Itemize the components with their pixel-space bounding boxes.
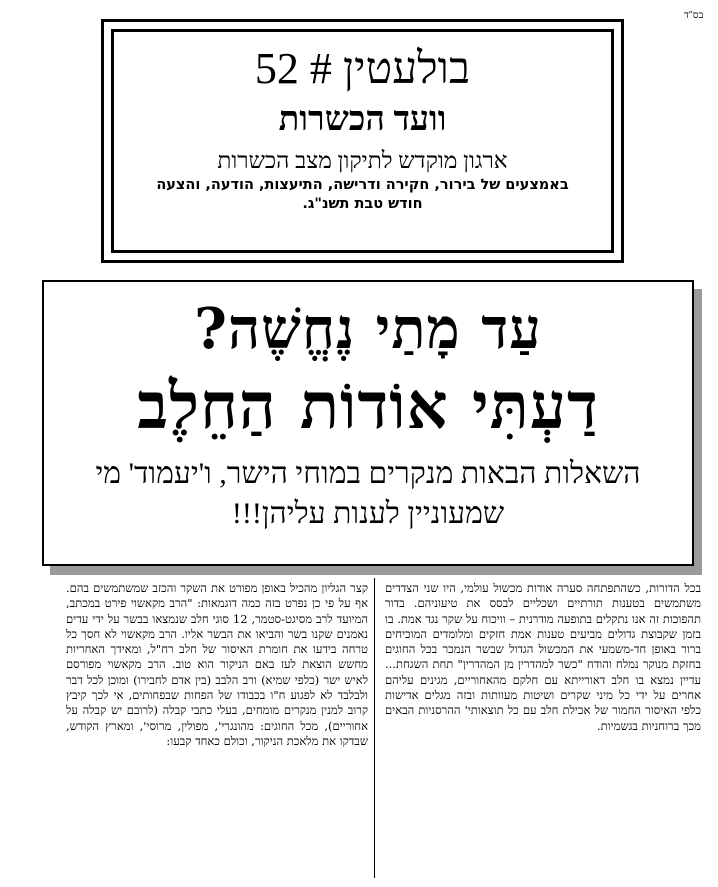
organization-tagline: ארגון מוקדש לתיקון מצב הכשרות	[217, 148, 508, 173]
bulletin-header	[111, 29, 614, 253]
corner-mark: בס"ד	[684, 10, 704, 21]
headline-intro: השאלות הבאות מנקרים במוחי הישר, ו'יעמוד' מי שמעוניין לענות עליהן!!!	[95, 457, 641, 530]
article-column-left: קצר הגליון מהכיל באופן מפורט את השקר והכזב שמשתמשים בהם. אף על פי כן נפרט בזה כמה דוגמאות: "הרב מקאשוי פירט במכתב, המיועד לרב מסיגט-סטמר, 12 סוגי חלב שנמצאו בבשר על ידי עדים נאמנים שקנו בשר והביאו את הבשר אליו. הרב מקאשוי לא חסך כל טרחה בידעו את חומרת האיסור של חלב רח"ל, ומאידך האחריות מחשש הוצאת לעז באם הניקור הוא טוב. הרב מקאשוי מפורסם לאיש ישר (כלפי שמיא) ורב הלבב (בין אדם לחבירו) ומוכן לכל דבר ולבלבד לא לפגוע ח"ו בכבודו של הפחות שבפחותים, אי לכך קיבץ קרוב למנין מנקרים מומחים, בעלי כתבי קבלה (לרובם יש קבלה על אחוריים), מכל החוגים: מהונגרי', מפולין, מרוסי', ומארץ הקודש, שבדקו את מלאכת הניקור, וכולם כאחד קבעו:	[66, 581, 369, 748]
column-divider	[374, 578, 375, 878]
headline-box	[42, 280, 694, 566]
bulletin-number: בולעטין # 52	[254, 44, 471, 93]
headline-subtitle: דַעְתִּי אוֹדוֹת הַחֵלֶב	[137, 369, 599, 444]
issue-date: חודש טבת תשנ"ג.	[302, 196, 423, 212]
committee-name: וועד הכשרות	[278, 101, 447, 138]
article-column-right: בכל הדורות, כשהתפתחה סערה אודות מכשול עולמי, היו שני הצדדים משתמשים בטענות תורתיים ושכליים לבסס את טיעוניהם. בדור תהפוכות זה אנו נתקלים בתופעה מודרנית – וויכוח על שקר נגד אמת. בו בזמן שקבוצת גדולים מביעים טענות אמת חזקים ומלומדים המוכיחים ברור באופן חד-משמעי את המכשול הגדול שבשר הנמכר בכל החוגים בחזקת מנוקר נמלח והודח "כשר למהדרין מן המהדרין" תחת השגחת... עדיין נמצא בו חלב דאורייתא עם חלקם מהאחוריים, מגינים עליהם אחרים על ידי כל מיני שקרים ושיטות מעוותות ובזה מגלים אדישות כלפי האיסור החמור של אכילת חלב עם כל תוצאותי' ההרסניות הבאים מכך ברוחניות בגשמיות.	[385, 581, 701, 733]
headline-title: עַד מָתַי נֶחֱשֶׁה?	[194, 296, 542, 362]
organization-means: באמצעים של בירור, חקירה ודרישה, התיעצות, הודעה, והצעה	[156, 177, 569, 193]
